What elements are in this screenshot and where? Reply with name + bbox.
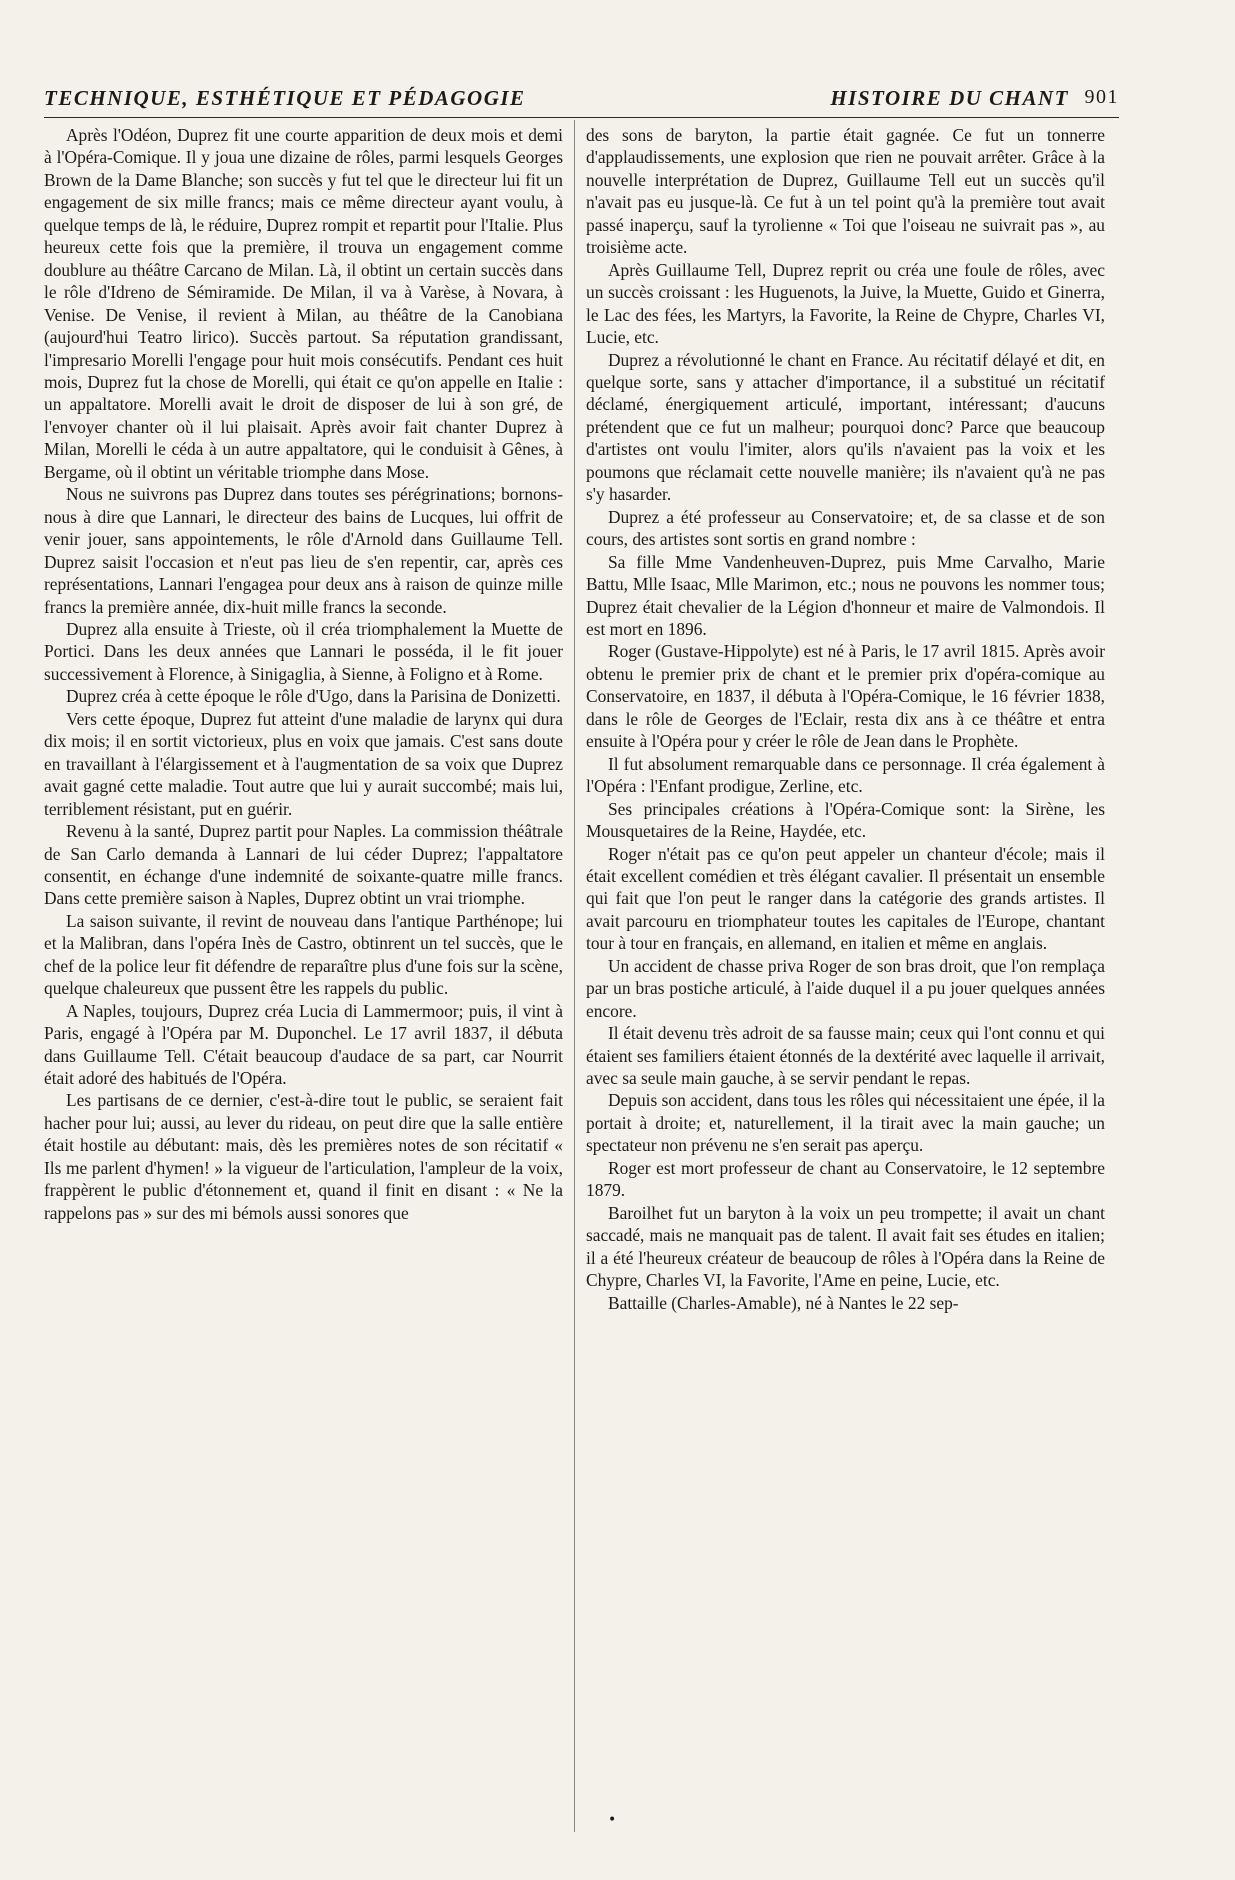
paragraph: Ses principales créations à l'Opéra-Comique sont: la Sirène, les Mousquetaires de la Reine, Haydée, etc.	[586, 798, 1105, 842]
paragraph: Duprez alla ensuite à Trieste, où il créa triomphalement la Muette de Portici. Dans les deux années que Lannari le posséda, il le fit jouer successivement à Florence, à Sinigaglia, à Sienne, à Foligno et à Rome.	[44, 618, 563, 684]
running-header	[44, 86, 1119, 116]
paragraph: Roger est mort professeur de chant au Conservatoire, le 12 septembre 1879.	[586, 1157, 1105, 1201]
column-separator	[574, 120, 575, 1832]
paragraph: Sa fille Mme Vandenheuven-Duprez, puis Mme Carvalho, Marie Battu, Mlle Isaac, Mlle Marimon, etc.; nous ne pouvons les nommer tous; Duprez était chevalier de la Légion d'honneur et maire de Valmondois. Il est mort en 1896.	[586, 551, 1105, 639]
paragraph: Baroilhet fut un baryton à la voix un peu trompette; il avait un chant saccadé, mais ne manquait pas de talent. Il avait fait ses études en italien; il a été l'heureux créateur de beaucoup de rôles à l'Opéra dans la Reine de Chypre, Charles VI, la Favorite, l'Ame en peine, Lucie, etc.	[586, 1202, 1105, 1291]
paragraph: A Naples, toujours, Duprez créa Lucia di Lammermoor; puis, il vint à Paris, engagé à l'Opéra par M. Duponchel. Le 17 avril 1837, il débuta dans Guillaume Tell. C'était beaucoup d'audace de sa part, car Nourrit était adoré des habitués de l'Opéra.	[44, 1000, 563, 1089]
header-rule	[44, 117, 1119, 118]
header-chapter-title: HISTOIRE DU CHANT	[830, 86, 1069, 110]
paragraph: Un accident de chasse priva Roger de son bras droit, que l'on remplaça par un bras postiche articulé, à l'aide duquel il a pu jouer quelques années encore.	[586, 955, 1105, 1021]
paragraph: Roger n'était pas ce qu'on peut appeler un chanteur d'école; mais il était excellent comédien et très élégant cavalier. Il présentait un ensemble qui fait que l'on peut le ranger dans la catégorie des grands artistes. Il avait parcouru en triomphateur toutes les capitales de l'Europe, chantant tour à tour en français, en allemand, en italien et même en anglais.	[586, 843, 1105, 954]
paragraph: Revenu à la santé, Duprez partit pour Naples. La commission théâtrale de San Carlo demanda à Lannari de lui céder Duprez; l'appaltatore consentit, en échange d'une indemnité de soixante-quatre mille francs. Dans cette première saison à Naples, Duprez obtint un vrai triomphe.	[44, 821, 563, 909]
paragraph: des sons de baryton, la partie était gagnée. Ce fut un tonnerre d'applaudissements, une explosion que rien ne pouvait arrêter. Grâce à la nouvelle interprétation de Duprez, Guillaume Tell eut un succès qu'il n'avait pas eu jusque-là. Ce fut à un tel point qu'à la première tout avait passé inaperçu, sauf la tyrolienne « Toi que l'oiseau ne suivrait pas », au troisième acte.	[586, 125, 1105, 258]
right-column	[586, 124, 1105, 1824]
paragraph: Vers cette époque, Duprez fut atteint d'une maladie de larynx qui dura dix mois; il en sortit victorieux, plus en voix que jamais. C'est sans doute en travaillant à l'élargissement et à l'augmentation de sa voix que Duprez avait gagné cette maladie. Tout autre que lui y aurait succombé; mais lui, terriblement résistant, put en guérir.	[44, 708, 563, 819]
paragraph: Duprez a révolutionné le chant en France. Au récitatif délayé et dit, en quelque sorte, sans y attacher d'importance, il a substitué un récitatif déclamé, énergiquement articulé, important, intéressant; d'aucuns prétendent que ce fut un malheur; pourquoi donc? Parce que beaucoup d'artistes ont voulu l'imiter, alors qu'ils n'avaient pas la voix et les poumons que réclamait cette nouvelle manière; ils n'avaient qu'à ne pas s'y hasarder.	[586, 349, 1105, 505]
paragraph: Nous ne suivrons pas Duprez dans toutes ses pérégrinations; bornons-nous à dire que Lannari, le directeur des bains de Lucques, lui offrit de venir jouer, sans appointements, le rôle d'Arnold dans Guillaume Tell. Duprez saisit l'occasion et n'eut pas lieu de s'en repentir, car, après ces représentations, Lannari l'engagea pour deux ans à raison de quinze mille francs la première année, dix-huit mille francs la seconde.	[44, 484, 563, 617]
paragraph: Après Guillaume Tell, Duprez reprit ou créa une foule de rôles, avec un succès croissant : les Huguenots, la Juive, la Muette, Guido et Ginerra, le Lac des fées, les Martyrs, la Favorite, la Reine de Chypre, Charles VI, Lucie, etc.	[586, 259, 1105, 348]
paragraph: Duprez créa à cette époque le rôle d'Ugo, dans la Parisina de Donizetti.	[66, 686, 561, 707]
paragraph: Il fut absolument remarquable dans ce personnage. Il créa également à l'Opéra : l'Enfant prodigue, Zerline, etc.	[586, 753, 1105, 797]
left-column	[44, 124, 563, 1824]
paragraph: Depuis son accident, dans tous les rôles qui nécessitaient une épée, il la portait à droite; et, naturellement, il la tirait avec la main gauche; un spectateur non prévenu ne s'en serait pas aperçu.	[586, 1090, 1105, 1156]
paragraph: Après l'Odéon, Duprez fit une courte apparition de deux mois et demi à l'Opéra-Comique. Il y joua une dizaine de rôles, parmi lesquels Georges Brown de la Dame Blanche; son succès y fut tel que le directeur lui fit un engagement de six mille francs; mais ce même directeur ayant voulu, à quelque temps de là, le réduire, Duprez rompit et repartit pour l'Italie. Plus heureux cette fois que la première, il trouva un engagement comme doublure au théâtre Carcano de Milan. Là, il obtint un certain succès dans le rôle d'Idreno de Sémiramide. De Milan, il va à Varèse, à Novara, à Venise. De Venise, il revient à Milan, au théâtre de la Canobiana (aujourd'hui Teatro lirico). Succès partout. Sa réputation grandissant, l'impresario Morelli l'engage pour huit mois consécutifs. Pendant ces huit mois, Duprez fut la chose de Morelli, qui était ce qu'on appelle en Italie : un appaltatore. Morelli avait le droit de disposer de lui à son gré, de l'envoyer chanter où il lui plaisait. Après avoir fait chanter Duprez à Milan, Morelli le céda à un autre appaltatore, qui le conduisit à Gênes, à Bergame, où il obtint un véritable triomphe dans Mose.	[44, 125, 563, 482]
paragraph: Battaille (Charles-Amable), né à Nantes le 22 sep-	[608, 1292, 959, 1313]
paragraph: Il était devenu très adroit de sa fausse main; ceux qui l'ont connu et qui étaient ses familiers étaient étonnés de la dextérité avec laquelle il arrivait, avec sa seule main gauche, à se servir pendant le repas.	[586, 1023, 1105, 1089]
paragraph: La saison suivante, il revint de nouveau dans l'antique Parthénope; lui et la Malibran, dans l'opéra Inès de Castro, obtinrent un tel succès, que le chef de la police leur fit défendre de reparaître plus d'une fois sur la scène, quelque chaleureux que pussent être les rappels du public.	[44, 910, 563, 999]
paragraph: Les partisans de ce dernier, c'est-à-dire tout le public, se seraient fait hacher pour lui; aussi, au lever du rideau, on peut dire que la salle entière était hostile au débutant: mais, dès les premières notes de son récitatif « Ils me parlent d'hymen! » la vigueur de l'articulation, l'ampleur de la voix, frappèrent le public d'étonnement et, quand il finit en disant : « Ne la rappelons pas » sur des mi bémols aussi sonores que	[44, 1090, 563, 1223]
page-number: 901	[1084, 86, 1119, 108]
paragraph: Roger (Gustave-Hippolyte) est né à Paris, le 17 avril 1815. Après avoir obtenu le premier prix de chant et le premier prix d'opéra-comique au Conservatoire, en 1837, il débuta à l'Opéra-Comique, le 16 février 1838, dans le rôle de Georges de l'Eclair, resta dix ans à ce théâtre et entra ensuite à l'Opéra pour y créer le rôle de Jean dans le Prophète.	[586, 641, 1105, 752]
header-section-title: TECHNIQUE, ESTHÉTIQUE ET PÉDAGOGIE	[44, 86, 526, 110]
paragraph: Duprez a été professeur au Conservatoire; et, de sa classe et de son cours, des artistes sont sortis en grand nombre :	[586, 506, 1105, 550]
footer-mark: •	[608, 1812, 617, 1828]
